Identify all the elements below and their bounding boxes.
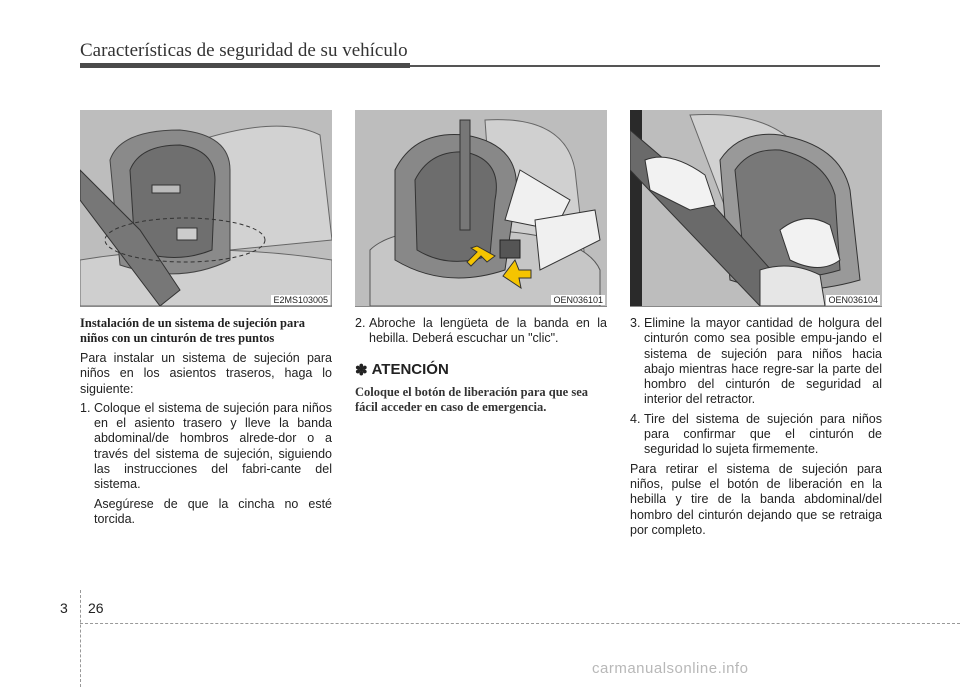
illustration-buckle <box>355 110 607 306</box>
figure-code: OEN036104 <box>828 295 878 305</box>
illustration-child-seat-belt <box>80 110 332 306</box>
column-1 <box>80 110 332 531</box>
step-3 <box>630 316 882 408</box>
step-text: Abroche la lengüeta de la banda en la hebilla. Deberá escuchar un "clic". <box>369 316 607 346</box>
step-number: 4. <box>630 411 641 426</box>
page-title: Características de seguridad de su vehículo <box>80 40 408 61</box>
step-4 <box>630 412 882 458</box>
asterisk-icon: ✽ <box>355 361 368 379</box>
step-text: Tire del sistema de sujeción para niños para confirmar que el cinturón de seguridad lo sujeta firmemente. <box>644 411 882 457</box>
warning-heading <box>355 361 607 379</box>
step-number: 1. <box>80 400 91 415</box>
step-text: Coloque el sistema de sujeción para niños en el asiento trasero y lleve la banda abdominal/de hombros alrede-dor o a través del sistema de sujeción, siguiendo las instrucciones del fabri-cante del sistema. <box>94 400 332 492</box>
header-rule-light <box>410 65 880 67</box>
step-1-note: Asegúrese de que la cincha no esté torcida. <box>94 496 332 526</box>
warning-text: Coloque el botón de liberación para que sea fácil acceder en caso de emergencia. <box>355 384 588 414</box>
figure-remove-slack <box>630 110 882 307</box>
step-text: Elimine la mayor cantidad de holgura del cinturón como sea posible empu-jando el sistema de sujeción para niños hacia abajo mientras hace regre-sar la parte del hombro del cinturón de seguridad al interior del retractor. <box>644 316 882 407</box>
figure-child-seat-rear <box>80 110 332 307</box>
step-1 <box>80 401 332 493</box>
footer-vertical-rule <box>80 590 81 687</box>
header-rule-dark <box>80 63 410 68</box>
step-number: 3. <box>630 316 641 330</box>
chapter-number: 3 <box>60 600 68 616</box>
section-subhead: Instalación de un sistema de sujeción para niños con un cinturón de tres puntos <box>80 316 306 345</box>
warning-title: ATENCIÓN <box>371 361 449 379</box>
intro-paragraph: Para instalar un sistema de sujeción para niños en los asientos traseros, haga lo siguiente: <box>80 351 332 396</box>
illustration-tighten-belt <box>630 110 882 306</box>
column-2 <box>355 110 607 415</box>
watermark: carmanualsonline.info <box>592 660 749 677</box>
removal-paragraph: Para retirar el sistema de sujeción para niños, pulse el botón de liberación en la hebilla y tire de la banda abdominal/del hombro del cinturón dejando que se retraiga por completo. <box>630 461 882 537</box>
figure-code: E2MS103005 <box>273 295 328 305</box>
column-3 <box>630 110 882 542</box>
footer-rule <box>80 623 960 624</box>
page-number: 26 <box>88 600 104 616</box>
step-number: 2. <box>355 316 366 330</box>
figure-buckle-click <box>355 110 607 307</box>
step-2 <box>355 316 607 347</box>
figure-code: OEN036101 <box>553 295 603 305</box>
